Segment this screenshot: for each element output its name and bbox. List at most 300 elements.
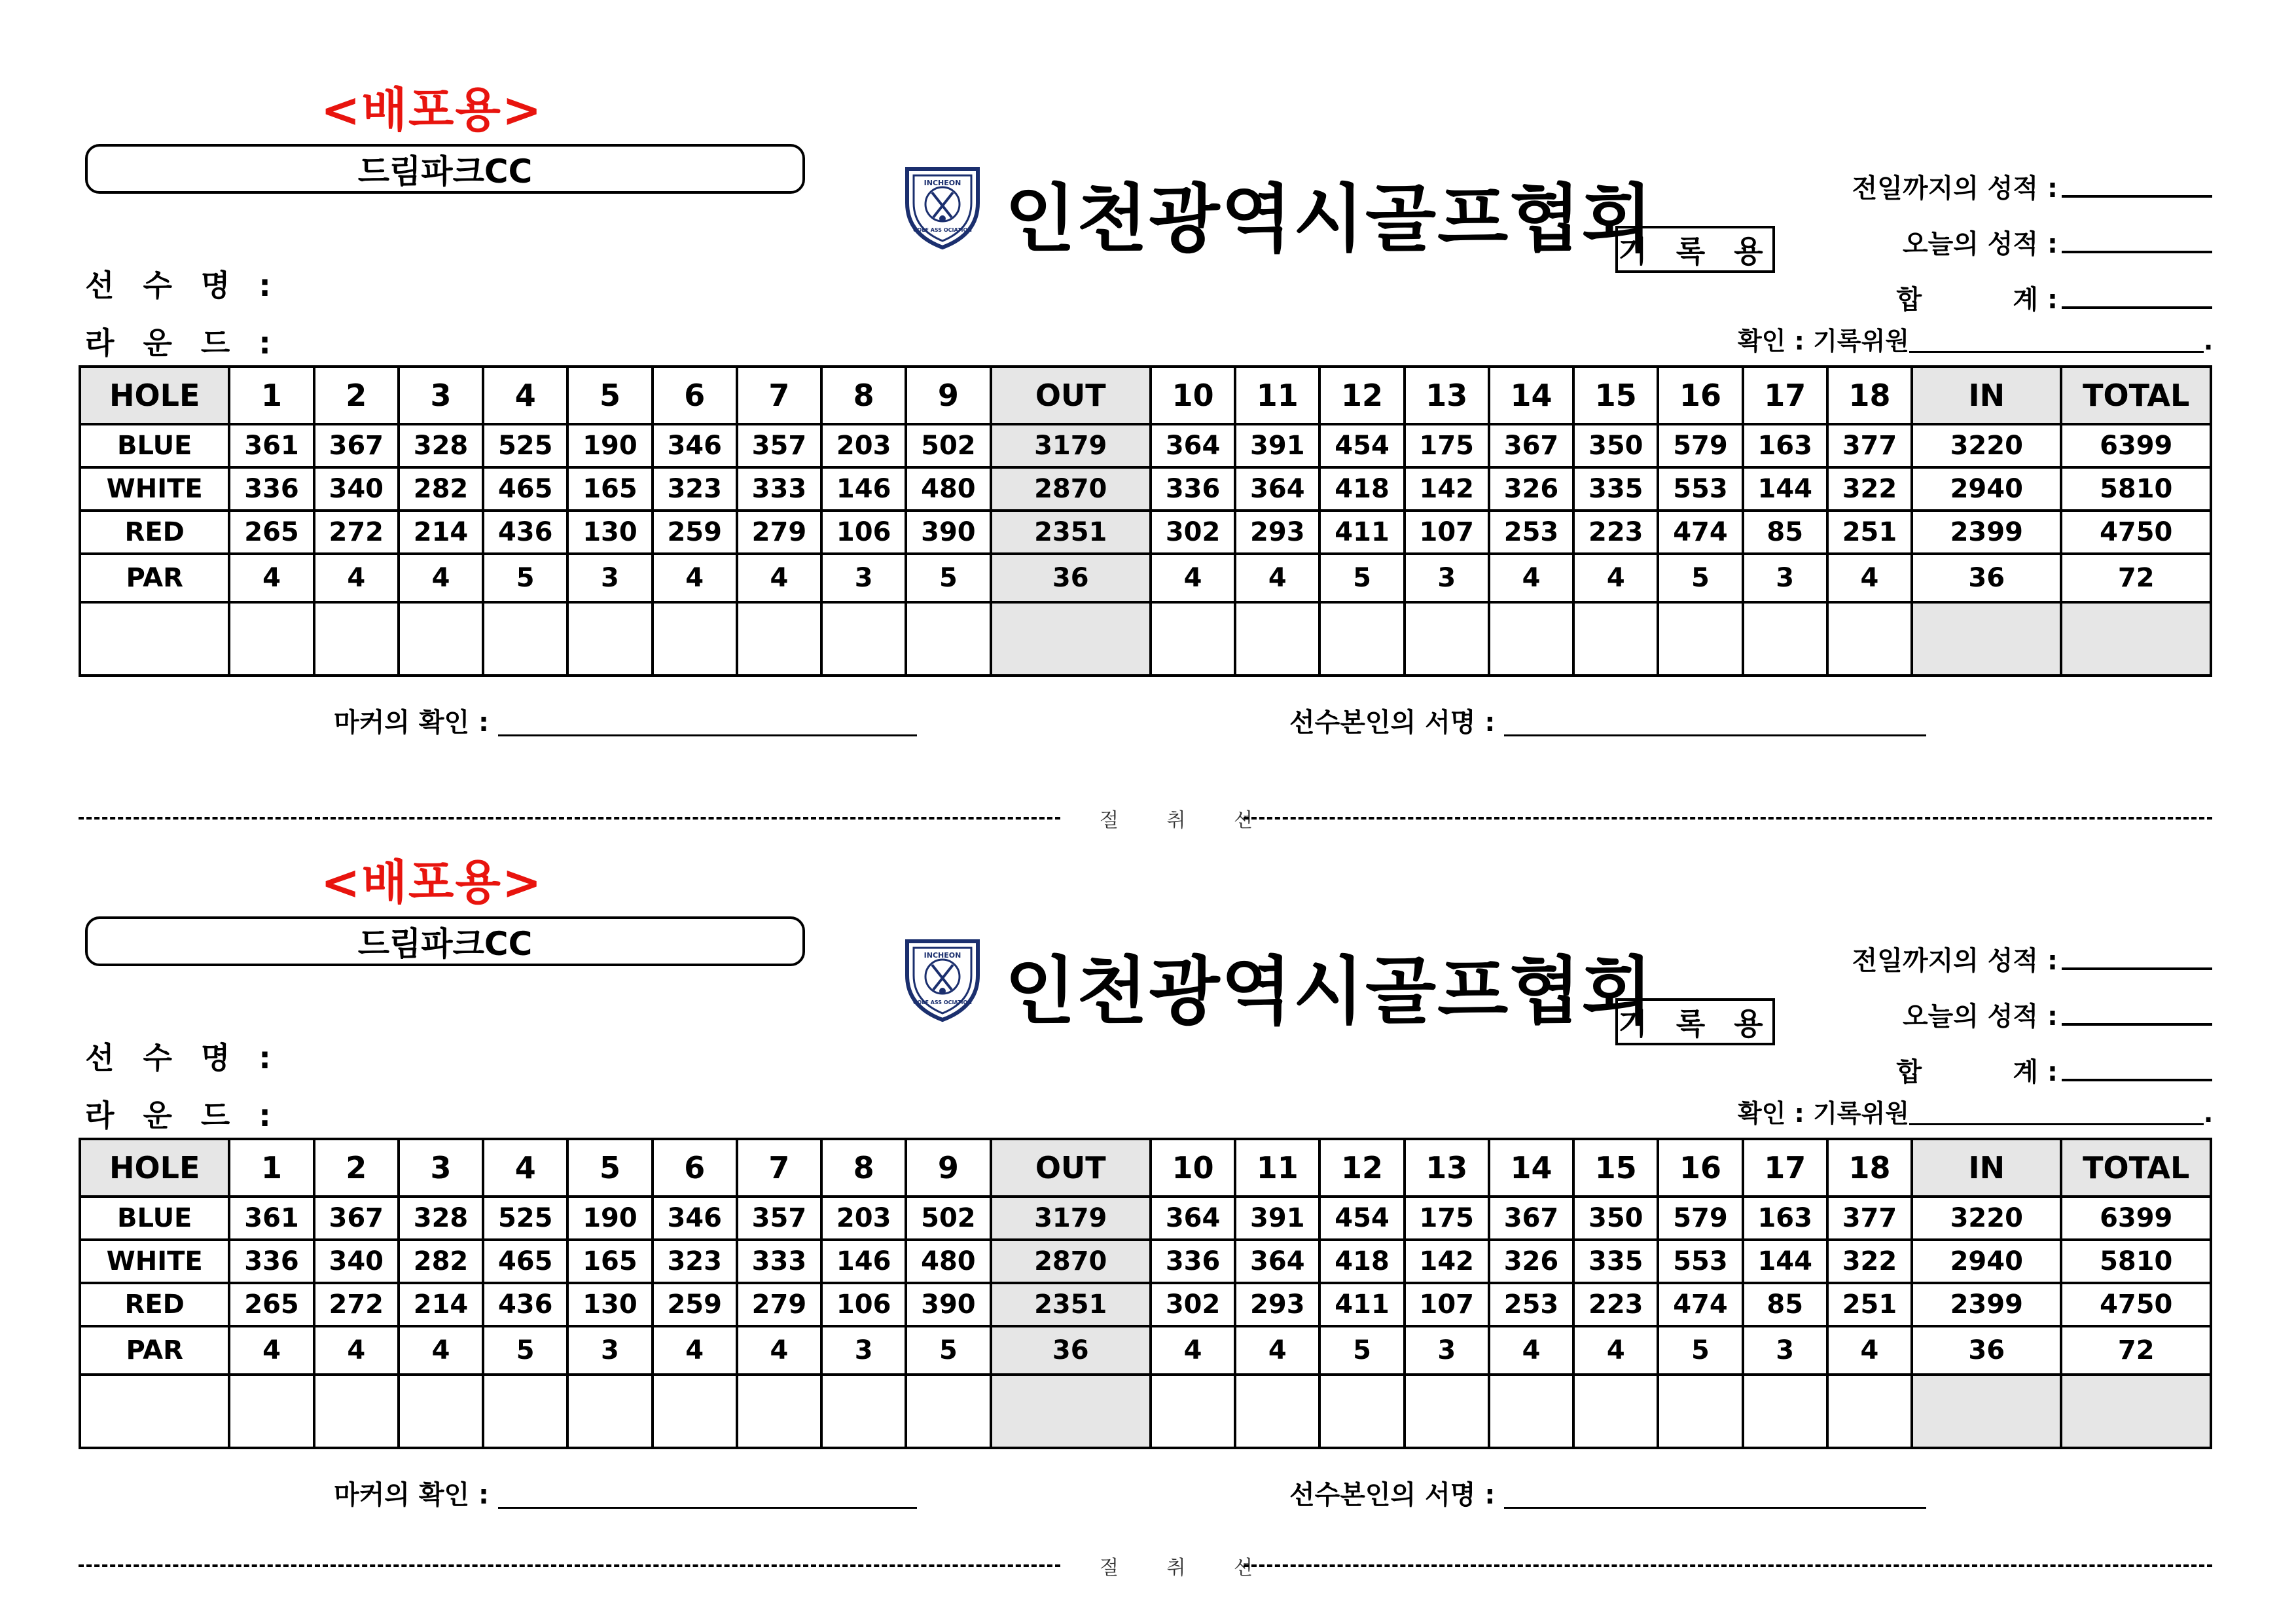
table-cell[interactable] (1573, 1375, 1658, 1448)
table-cell: 480 (906, 1240, 990, 1283)
table-cell[interactable] (567, 1375, 652, 1448)
table-cell: 3 (1405, 554, 1489, 602)
table-cell: 265 (229, 511, 314, 554)
recorder-confirm-line[interactable] (1909, 1123, 2204, 1125)
table-cell: 2399 (1912, 511, 2061, 554)
table-cell: IN (1912, 1139, 2061, 1197)
table-cell[interactable] (483, 602, 567, 676)
table-cell: 144 (1743, 1240, 1827, 1283)
course-name: 드림파크CC (357, 153, 533, 190)
table-cell: 17 (1743, 367, 1827, 424)
table-cell: 502 (906, 424, 990, 467)
table-cell: 328 (399, 1197, 483, 1240)
table-cell[interactable] (821, 602, 906, 676)
table-cell: 6 (653, 367, 737, 424)
table-cell: HOLE (80, 1139, 229, 1197)
previous-score-line[interactable] (2062, 967, 2212, 970)
player-signature-field[interactable] (1289, 1474, 1926, 1511)
marker-confirm-label: 마커의 확인 : (334, 1480, 490, 1510)
today-score-line[interactable] (2062, 1023, 2212, 1026)
table-cell: 18 (1827, 1139, 1912, 1197)
table-cell: 465 (483, 1240, 567, 1283)
table-cell: 106 (821, 511, 906, 554)
table-cell: 3220 (1912, 1197, 2061, 1240)
table-cell: 367 (1489, 424, 1573, 467)
today-score-label: 오늘의 성적 : (1902, 229, 2058, 259)
table-cell: 3 (821, 1326, 906, 1375)
table-cell: 2 (314, 367, 399, 424)
distribution-label: <배포용> (321, 82, 543, 137)
table-cell[interactable] (1743, 602, 1827, 676)
table-cell: 340 (314, 467, 399, 511)
table-cell: 4 (1827, 554, 1912, 602)
today-score-line[interactable] (2062, 251, 2212, 253)
table-cell: 364 (1235, 467, 1319, 511)
table-cell: 1 (229, 367, 314, 424)
table-cell: OUT (991, 1139, 1151, 1197)
table-cell: 361 (229, 424, 314, 467)
table-cell: 175 (1405, 1197, 1489, 1240)
table-cell: 4 (229, 1326, 314, 1375)
table-cell: PAR (80, 1326, 229, 1375)
logo-text-bottom: GOLF ASS OCIATION (912, 1000, 973, 1005)
table-cell: 502 (906, 1197, 990, 1240)
table-cell[interactable] (991, 1375, 1151, 1448)
previous-score-line[interactable] (2062, 195, 2212, 198)
table-cell: 10 (1151, 367, 1235, 424)
table-cell[interactable] (821, 1375, 906, 1448)
marker-confirm-label: 마커의 확인 : (334, 708, 490, 738)
table-cell: WHITE (80, 467, 229, 511)
table-cell: 335 (1573, 467, 1658, 511)
table-cell: 436 (483, 511, 567, 554)
table-cell: 4750 (2061, 511, 2211, 554)
association-logo-icon (903, 936, 982, 1024)
table-cell: 377 (1827, 1197, 1912, 1240)
player-signature-label: 선수본인의 서명 : (1289, 1480, 1496, 1510)
previous-score-field[interactable] (1741, 936, 2212, 975)
table-cell: 130 (567, 1283, 652, 1326)
table-cell: 279 (737, 511, 821, 554)
round-label: 라 운 드 : (85, 325, 280, 361)
table-cell: 322 (1827, 1240, 1912, 1283)
table-cell: 4 (737, 554, 821, 602)
table-cell: 14 (1489, 367, 1573, 424)
table-cell: 367 (314, 1197, 399, 1240)
table-cell: 10 (1151, 1139, 1235, 1197)
table-cell: 436 (483, 1283, 567, 1326)
logo-text-top: INCHEON (924, 179, 961, 187)
table-cell: 302 (1151, 1283, 1235, 1326)
table-cell: 367 (1489, 1197, 1573, 1240)
table-cell: 474 (1658, 511, 1742, 554)
table-cell: 6 (653, 1139, 737, 1197)
logo-text-bottom: GOLF ASS OCIATION (912, 227, 973, 233)
table-cell: 5 (567, 367, 652, 424)
table-cell: 4 (229, 554, 314, 602)
table-cell[interactable] (653, 1375, 737, 1448)
table-cell: 553 (1658, 1240, 1742, 1283)
table-cell: RED (80, 1283, 229, 1326)
cut-line-dash-right (1244, 1564, 2212, 1567)
table-cell: 253 (1489, 1283, 1573, 1326)
table-cell[interactable] (737, 602, 821, 676)
table-cell: 4750 (2061, 1283, 2211, 1326)
table-cell: 14 (1489, 1139, 1573, 1197)
association-title: 인천광역시골프협회 (1005, 177, 1654, 262)
marker-confirm-line[interactable] (498, 1507, 917, 1509)
table-cell: 223 (1573, 1283, 1658, 1326)
today-score-field[interactable] (1741, 992, 2212, 1031)
table-cell[interactable] (2061, 602, 2211, 676)
recorder-confirm-label: 확인 : 기록위원 (1738, 327, 1909, 355)
table-row (80, 511, 2211, 554)
table-cell: 18 (1827, 367, 1912, 424)
table-cell: 282 (399, 467, 483, 511)
table-cell: 12 (1319, 367, 1404, 424)
total-score-field[interactable] (1741, 1047, 2212, 1087)
player-signature-line[interactable] (1504, 1507, 1926, 1509)
scorecard-table (79, 1138, 2212, 1449)
table-cell: 336 (1151, 467, 1235, 511)
table-cell: 364 (1151, 1197, 1235, 1240)
scorecard-bottom (0, 772, 2296, 1545)
table-cell: 411 (1319, 1283, 1404, 1326)
table-cell: 3 (1405, 1326, 1489, 1375)
table-cell: 5 (906, 554, 990, 602)
marker-confirm-field[interactable] (334, 702, 917, 739)
table-cell: 8 (821, 367, 906, 424)
marker-confirm-field[interactable] (334, 1474, 917, 1511)
table-cell: 259 (653, 511, 737, 554)
total-score-label: 합 계 : (1896, 285, 2058, 315)
table-cell: 17 (1743, 1139, 1827, 1197)
table-cell: 265 (229, 1283, 314, 1326)
table-cell: RED (80, 511, 229, 554)
table-cell: 357 (737, 1197, 821, 1240)
table-cell: 251 (1827, 511, 1912, 554)
table-cell[interactable] (80, 1375, 229, 1448)
table-cell: 4 (653, 554, 737, 602)
table-cell: WHITE (80, 1240, 229, 1283)
table-cell: 377 (1827, 424, 1912, 467)
table-cell[interactable] (229, 602, 314, 676)
table-cell[interactable] (399, 1375, 483, 1448)
table-cell[interactable] (1489, 1375, 1573, 1448)
table-cell: 214 (399, 511, 483, 554)
table-cell: 251 (1827, 1283, 1912, 1326)
table-cell: 4 (1573, 554, 1658, 602)
today-score-label: 오늘의 성적 : (1902, 1001, 2058, 1032)
table-cell: OUT (991, 367, 1151, 424)
table-row (80, 424, 2211, 467)
cut-line-bottom (79, 1551, 2212, 1578)
table-cell: IN (1912, 367, 2061, 424)
table-cell[interactable] (1743, 1375, 1827, 1448)
table-cell: 4 (314, 554, 399, 602)
previous-score-field[interactable] (1741, 164, 2212, 203)
table-cell: 9 (906, 1139, 990, 1197)
table-cell: 15 (1573, 1139, 1658, 1197)
table-cell: 350 (1573, 1197, 1658, 1240)
table-cell: 16 (1658, 1139, 1742, 1197)
table-cell: 367 (314, 424, 399, 467)
table-row (80, 1326, 2211, 1375)
table-cell: 5810 (2061, 467, 2211, 511)
previous-score-label: 전일까지의 성적 : (1852, 946, 2058, 976)
table-cell: BLUE (80, 424, 229, 467)
player-name-label: 선 수 명 : (85, 1040, 280, 1075)
table-cell: 293 (1235, 1283, 1319, 1326)
table-cell[interactable] (314, 602, 399, 676)
table-cell: 4 (483, 367, 567, 424)
record-use-label: 기 록 용 (1618, 234, 1772, 269)
table-header-row (80, 367, 2211, 424)
table-row (80, 467, 2211, 511)
table-cell: 336 (229, 1240, 314, 1283)
table-cell: 146 (821, 467, 906, 511)
association-logo-icon (903, 164, 982, 251)
table-cell: 259 (653, 1283, 737, 1326)
table-cell: 282 (399, 1240, 483, 1283)
table-cell: 2870 (991, 467, 1151, 511)
recorder-confirm-field[interactable] (1738, 321, 2213, 357)
table-cell: 4 (1489, 1326, 1573, 1375)
recorder-confirm-line[interactable] (1909, 351, 2204, 353)
table-cell[interactable] (1405, 602, 1489, 676)
table-cell: 3179 (991, 1197, 1151, 1240)
table-cell: 4 (1151, 554, 1235, 602)
table-cell[interactable] (229, 1375, 314, 1448)
score-entry-row (80, 602, 2211, 676)
table-cell: 346 (653, 424, 737, 467)
table-cell: 5 (1658, 1326, 1742, 1375)
cut-line-label: 절 취 선 (1100, 809, 1274, 832)
table-cell: 279 (737, 1283, 821, 1326)
table-cell: 579 (1658, 424, 1742, 467)
scorecard-top (0, 0, 2296, 772)
table-cell: 3 (1743, 1326, 1827, 1375)
table-cell[interactable] (80, 602, 229, 676)
recorder-confirm-field[interactable] (1738, 1093, 2213, 1129)
table-cell: 4 (399, 554, 483, 602)
table-cell[interactable] (1827, 602, 1912, 676)
table-row (80, 1240, 2211, 1283)
table-cell: 223 (1573, 511, 1658, 554)
table-cell: 302 (1151, 511, 1235, 554)
table-cell: 465 (483, 467, 567, 511)
table-cell: 335 (1573, 1240, 1658, 1283)
table-cell[interactable] (399, 602, 483, 676)
table-cell[interactable] (653, 602, 737, 676)
score-entry-row (80, 1375, 2211, 1448)
table-cell: 9 (906, 367, 990, 424)
table-cell: 323 (653, 1240, 737, 1283)
table-cell: 333 (737, 467, 821, 511)
table-cell: 4 (1151, 1326, 1235, 1375)
table-cell: 253 (1489, 511, 1573, 554)
table-cell: 4 (737, 1326, 821, 1375)
player-name-label: 선 수 명 : (85, 268, 280, 303)
table-cell: 364 (1235, 1240, 1319, 1283)
table-cell: 142 (1405, 467, 1489, 511)
table-cell: 11 (1235, 367, 1319, 424)
table-cell: 5 (483, 1326, 567, 1375)
table-cell: 6399 (2061, 424, 2211, 467)
total-score-label: 합 계 : (1896, 1057, 2058, 1087)
table-cell: 1 (229, 1139, 314, 1197)
table-cell: BLUE (80, 1197, 229, 1240)
table-cell: 357 (737, 424, 821, 467)
table-cell: 2870 (991, 1240, 1151, 1283)
table-cell[interactable] (1405, 1375, 1489, 1448)
table-cell[interactable] (1235, 1375, 1319, 1448)
table-cell[interactable] (737, 1375, 821, 1448)
player-signature-line[interactable] (1504, 734, 1926, 736)
table-cell: 3 (399, 1139, 483, 1197)
total-score-line[interactable] (2062, 306, 2212, 309)
recorder-confirm-end: . (2203, 327, 2214, 355)
table-cell[interactable] (1235, 602, 1319, 676)
table-cell: 5 (567, 1139, 652, 1197)
table-cell: 12 (1319, 1139, 1404, 1197)
table-cell: 175 (1405, 424, 1489, 467)
table-cell: HOLE (80, 367, 229, 424)
table-cell: 2940 (1912, 1240, 2061, 1283)
table-cell: 474 (1658, 1283, 1742, 1326)
table-cell[interactable] (1319, 1375, 1404, 1448)
table-cell: 36 (1912, 554, 2061, 602)
table-cell: 165 (567, 467, 652, 511)
table-cell[interactable] (567, 602, 652, 676)
table-cell: 3 (567, 554, 652, 602)
table-cell: 326 (1489, 1240, 1573, 1283)
table-cell: 391 (1235, 1197, 1319, 1240)
table-cell: 525 (483, 424, 567, 467)
today-score-field[interactable] (1741, 219, 2212, 259)
table-cell: 3 (399, 367, 483, 424)
distribution-label: <배포용> (321, 855, 543, 910)
table-cell: 418 (1319, 1240, 1404, 1283)
table-cell: 5 (1658, 554, 1742, 602)
table-cell: 7 (737, 367, 821, 424)
table-cell: 5 (1319, 1326, 1404, 1375)
table-cell: 106 (821, 1283, 906, 1326)
table-cell[interactable] (1489, 602, 1573, 676)
total-score-line[interactable] (2062, 1079, 2212, 1081)
table-cell: 336 (1151, 1240, 1235, 1283)
player-signature-field[interactable] (1289, 702, 1926, 739)
table-cell: 142 (1405, 1240, 1489, 1283)
table-cell: 85 (1743, 1283, 1827, 1326)
table-cell: 5 (483, 554, 567, 602)
table-cell: 13 (1405, 367, 1489, 424)
table-cell: 13 (1405, 1139, 1489, 1197)
scorecard-table (79, 365, 2212, 677)
table-cell: 525 (483, 1197, 567, 1240)
course-name: 드림파크CC (357, 925, 533, 963)
cut-line-label: 절 취 선 (1100, 1557, 1274, 1579)
table-cell: 340 (314, 1240, 399, 1283)
table-cell[interactable] (1319, 602, 1404, 676)
table-cell[interactable] (483, 1375, 567, 1448)
marker-confirm-line[interactable] (498, 734, 917, 736)
table-cell: 5 (906, 1326, 990, 1375)
table-cell[interactable] (1658, 602, 1742, 676)
table-row (80, 1283, 2211, 1326)
table-cell: 214 (399, 1283, 483, 1326)
table-cell: 36 (991, 1326, 1151, 1375)
table-cell: TOTAL (2061, 1139, 2211, 1197)
table-cell: 4 (1489, 554, 1573, 602)
table-cell[interactable] (906, 602, 990, 676)
table-cell: 163 (1743, 1197, 1827, 1240)
table-cell: 203 (821, 424, 906, 467)
table-cell: 480 (906, 467, 990, 511)
table-cell[interactable] (1912, 1375, 2061, 1448)
table-cell: 107 (1405, 511, 1489, 554)
table-cell[interactable] (1912, 602, 2061, 676)
table-cell: 323 (653, 467, 737, 511)
table-cell: 190 (567, 1197, 652, 1240)
logo-text-top: INCHEON (924, 951, 961, 960)
table-cell[interactable] (906, 1375, 990, 1448)
table-cell[interactable] (1151, 1375, 1235, 1448)
table-cell: 2940 (1912, 467, 2061, 511)
table-cell: 2351 (991, 1283, 1151, 1326)
table-row (80, 554, 2211, 602)
total-score-field[interactable] (1741, 275, 2212, 314)
table-cell: 165 (567, 1240, 652, 1283)
round-label: 라 운 드 : (85, 1098, 280, 1133)
table-cell: 11 (1235, 1139, 1319, 1197)
table-cell: 4 (1235, 554, 1319, 602)
cut-line-dash-left (79, 1564, 1060, 1567)
table-cell: 293 (1235, 511, 1319, 554)
table-cell: 390 (906, 511, 990, 554)
table-cell[interactable] (2061, 1375, 2211, 1448)
table-header-row (80, 1139, 2211, 1197)
table-cell[interactable] (1151, 602, 1235, 676)
table-cell: 333 (737, 1240, 821, 1283)
table-cell: 5810 (2061, 1240, 2211, 1283)
table-cell: PAR (80, 554, 229, 602)
table-cell: 36 (991, 554, 1151, 602)
course-name-box (85, 144, 805, 194)
table-cell: 3 (567, 1326, 652, 1375)
table-cell: 6399 (2061, 1197, 2211, 1240)
table-cell: 4 (314, 1326, 399, 1375)
recorder-confirm-label: 확인 : 기록위원 (1738, 1099, 1909, 1128)
table-cell[interactable] (1658, 1375, 1742, 1448)
table-cell: 190 (567, 424, 652, 467)
recorder-confirm-end: . (2203, 1099, 2214, 1128)
table-cell[interactable] (1827, 1375, 1912, 1448)
table-cell: 364 (1151, 424, 1235, 467)
table-cell: 391 (1235, 424, 1319, 467)
table-cell: 2351 (991, 511, 1151, 554)
table-cell[interactable] (991, 602, 1151, 676)
table-cell[interactable] (1573, 602, 1658, 676)
table-cell[interactable] (314, 1375, 399, 1448)
table-cell: 346 (653, 1197, 737, 1240)
table-cell: 130 (567, 511, 652, 554)
table-cell: 328 (399, 424, 483, 467)
table-cell: 85 (1743, 511, 1827, 554)
table-cell: 8 (821, 1139, 906, 1197)
table-cell: 203 (821, 1197, 906, 1240)
table-cell: 3 (1743, 554, 1827, 602)
